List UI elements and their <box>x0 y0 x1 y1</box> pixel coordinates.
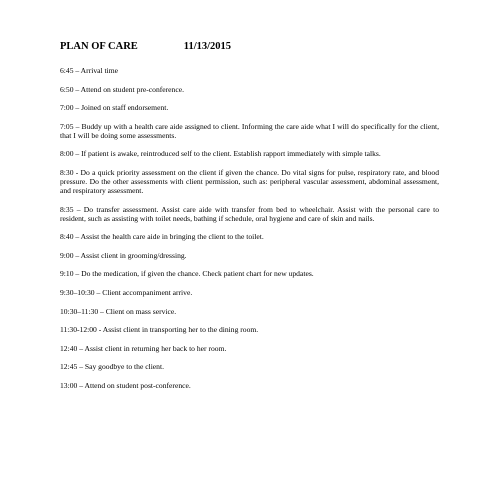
plan-header <box>60 41 231 52</box>
schedule-entry: 9:10 – Do the medication, if given the chance. Check patient chart for new updates. <box>60 269 314 279</box>
schedule-entry: 10:30–11:30 – Client on mass service. <box>60 306 177 316</box>
document-title: PLAN OF CARE <box>60 41 138 52</box>
schedule-list <box>60 66 439 400</box>
schedule-entry: 8:40 – Assist the health care aide in bringing the client to the toilet. <box>60 232 264 242</box>
schedule-entry: 12:45 – Say goodbye to the client. <box>60 362 164 372</box>
schedule-entry: 8:35 – Do transfer assessment. Assist care aide with transfer from bed to wheelchair. Assist with the personal care to resident, such as assisting with toilet needs, bathing if schedule, oral hygiene and care of skin and nails. <box>60 204 439 223</box>
schedule-entry: 8:30 - Do a quick priority assessment on the client if given the chance. Do vital signs for pulse, respiratory rate, and blood pressure. Do the other assessments with client permission, such as: peripheral vascular assessment, abdominal assessment, and respiratory assessment. <box>60 167 439 195</box>
schedule-entry: 7:00 – Joined on staff endorsement. <box>60 103 169 113</box>
document-date: 11/13/2015 <box>183 41 232 52</box>
schedule-entry: 13:00 – Attend on student post-conference. <box>60 380 191 390</box>
schedule-entry: 6:45 – Arrival time <box>60 66 118 75</box>
schedule-entry: 6:50 – Attend on student pre-conference. <box>60 84 184 94</box>
schedule-entry: 7:05 – Buddy up with a health care aide assigned to client. Informing the care aide what I will do specifically for the client, that I will be doing some assessments. <box>60 121 439 140</box>
schedule-entry: 9:00 – Assist client in grooming/dressing. <box>60 250 187 260</box>
schedule-entry: 12:40 – Assist client in returning her back to her room. <box>60 343 227 353</box>
schedule-entry: 11:30-12:00 - Assist client in transporting her to the dining room. <box>60 325 259 335</box>
schedule-entry: 8:00 – If patient is awake, reintroduced self to the client. Establish rapport immediately with simple talks. <box>60 149 381 159</box>
schedule-entry: 9:30–10:30 – Client accompaniment arrive. <box>60 287 193 297</box>
